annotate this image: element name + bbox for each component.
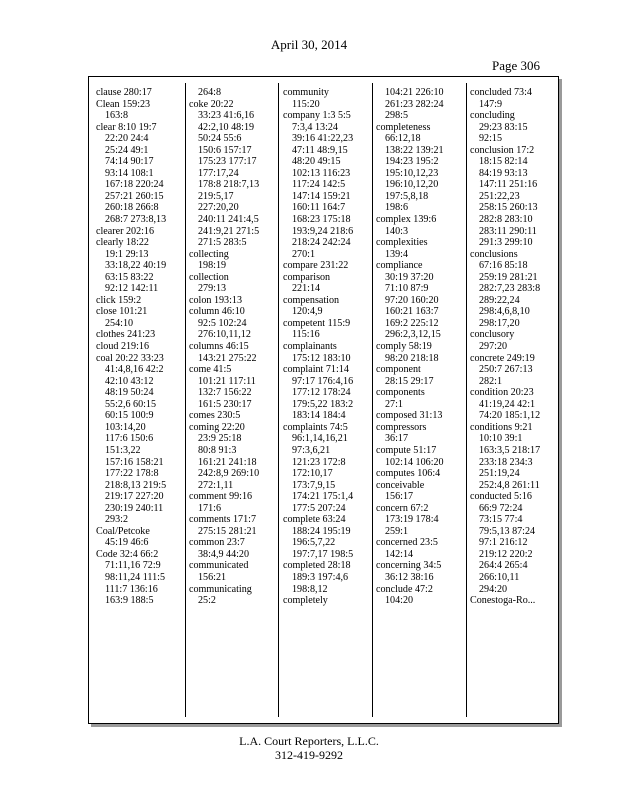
index-entry: clearly 18:22 bbox=[96, 237, 149, 249]
index-entry: communicating bbox=[189, 583, 252, 595]
index-page-refs: 147:14 159:21 bbox=[292, 190, 351, 202]
index-page-refs: 97:3,6,21 bbox=[292, 444, 331, 456]
index-page-refs: 227:20,20 bbox=[198, 202, 239, 214]
index-entry: clothes 241:23 bbox=[96, 329, 156, 341]
index-page-refs: 219:5,17 bbox=[198, 190, 234, 202]
index-page-refs: 233:18 234:3 bbox=[479, 456, 533, 468]
index-entry: concrete 249:19 bbox=[470, 352, 535, 364]
index-page-refs: 276:10,11,12 bbox=[198, 329, 251, 341]
index-entry: component bbox=[376, 364, 421, 376]
index-page-refs: 55:2,6 60:15 bbox=[105, 398, 157, 410]
index-page-refs: 254:10 bbox=[105, 317, 134, 329]
index-page-refs: 179:5,22 183:2 bbox=[292, 398, 354, 410]
index-entry: comply 58:19 bbox=[376, 341, 432, 353]
column-divider bbox=[466, 83, 467, 717]
index-entry: Coal/Petcoke bbox=[96, 525, 150, 537]
index-page-refs: 188:24 195:19 bbox=[292, 525, 351, 537]
index-entry: comparison bbox=[283, 271, 331, 283]
index-entry: column 46:10 bbox=[189, 306, 245, 318]
index-page-refs: 275:15 281:21 bbox=[198, 525, 257, 537]
index-entry: conclude 47:2 bbox=[376, 583, 433, 595]
index-column-5 bbox=[470, 87, 560, 607]
index-entry: coming 22:20 bbox=[189, 421, 245, 433]
index-entry: collection bbox=[189, 271, 229, 283]
index-page-refs: 230:19 240:11 bbox=[105, 502, 164, 514]
index-entry: company 1:3 5:5 bbox=[283, 110, 351, 122]
index-page-refs: 147:11 251:16 bbox=[479, 179, 538, 191]
index-page-refs: 258:15 260:13 bbox=[479, 202, 538, 214]
index-page-refs: 193:9,24 218:6 bbox=[292, 225, 354, 237]
index-page-refs: 264:8 bbox=[198, 87, 221, 98]
index-page-refs: 259:19 281:21 bbox=[479, 271, 538, 283]
index-entry: complainants bbox=[283, 341, 337, 353]
index-page-refs: 298:17,20 bbox=[479, 317, 520, 329]
index-page-refs: 219:12 220:2 bbox=[479, 548, 533, 560]
index-page-refs: 291:3 299:10 bbox=[479, 237, 533, 249]
index-entry: Conestoga-Ro... bbox=[470, 595, 536, 607]
index-entry: clear 8:10 19:7 bbox=[96, 121, 157, 133]
index-page-refs: 29:23 83:15 bbox=[479, 121, 528, 133]
index-entry: concerning 34:5 bbox=[376, 560, 442, 572]
index-page-refs: 175:23 177:17 bbox=[198, 156, 257, 168]
index-page-refs: 79:5,13 87:24 bbox=[479, 525, 536, 537]
index-page-refs: 177:12 178:24 bbox=[292, 387, 351, 399]
index-page-refs: 18:15 82:14 bbox=[479, 156, 528, 168]
index-entry: conclusion 17:2 bbox=[470, 144, 535, 156]
index-page-refs: 272:1,11 bbox=[198, 479, 234, 491]
index-page-refs: 251:19,24 bbox=[479, 468, 520, 480]
index-entry: conducted 5:16 bbox=[470, 491, 532, 503]
column-divider bbox=[185, 83, 186, 717]
index-page-refs: 10:10 39:1 bbox=[479, 433, 523, 445]
reporter-phone: 312-419-9292 bbox=[275, 748, 343, 762]
index-column-1 bbox=[96, 87, 186, 607]
index-page-refs: 221:14 bbox=[292, 283, 321, 295]
index-entry: compensation bbox=[283, 294, 340, 306]
index-entry: community bbox=[283, 87, 329, 98]
index-page-refs: 177:17,24 bbox=[198, 167, 239, 179]
index-entry: compliance bbox=[376, 260, 423, 272]
index-page-refs: 132:7 156:22 bbox=[198, 387, 252, 399]
index-page-refs: 138:22 139:21 bbox=[385, 144, 444, 156]
index-page-refs: 27:1 bbox=[385, 398, 403, 410]
index-entry: complete 63:24 bbox=[283, 514, 346, 526]
index-page-refs: 183:14 184:4 bbox=[292, 410, 346, 422]
index-entry: cloud 219:16 bbox=[96, 341, 149, 353]
index-page-refs: 42:2,10 48:19 bbox=[198, 121, 255, 133]
index-page-refs: 115:20 bbox=[292, 98, 320, 110]
index-page-refs: 60:15 100:9 bbox=[105, 410, 154, 422]
index-page-refs: 42:10 43:12 bbox=[105, 375, 154, 387]
index-page-refs: 252:4,8 261:11 bbox=[479, 479, 540, 491]
index-page-refs: 139:4 bbox=[385, 248, 408, 260]
index-page-refs: 98:20 218:18 bbox=[385, 352, 439, 364]
index-page-refs: 30:19 37:20 bbox=[385, 271, 434, 283]
index-page-refs: 28:15 29:17 bbox=[385, 375, 434, 387]
transcript-date: April 30, 2014 bbox=[270, 37, 348, 52]
index-page-refs: 271:5 283:5 bbox=[198, 237, 247, 249]
index-entry: conceivable bbox=[376, 479, 425, 491]
index-page-refs: 66:9 72:24 bbox=[479, 502, 523, 514]
column-divider bbox=[278, 83, 279, 717]
index-page-refs: 92:5 102:24 bbox=[198, 317, 247, 329]
index-page-refs: 242:8,9 269:10 bbox=[198, 468, 260, 480]
index-page-refs: 260:18 266:8 bbox=[105, 202, 159, 214]
index-entry: Code 32:4 66:2 bbox=[96, 548, 159, 560]
index-entry: comments 171:7 bbox=[189, 514, 257, 526]
index-page-refs: 111:7 136:16 bbox=[105, 583, 158, 595]
index-page-refs: 41:19,24 42:1 bbox=[479, 398, 536, 410]
index-entry: colon 193:13 bbox=[189, 294, 242, 306]
index-entry: Clean 159:23 bbox=[96, 98, 151, 110]
index-page-refs: 23:9 25:18 bbox=[198, 433, 242, 445]
index-page-refs: 96:1,14,16,21 bbox=[292, 433, 348, 445]
index-page-refs: 25:24 49:1 bbox=[105, 144, 149, 156]
index-page-refs: 197:7,17 198:5 bbox=[292, 548, 354, 560]
index-page-refs: 241:9,21 271:5 bbox=[198, 225, 260, 237]
index-page-refs: 156:21 bbox=[198, 571, 227, 583]
index-page-refs: 48:20 49:15 bbox=[292, 156, 341, 168]
index-page-refs: 218:24 242:24 bbox=[292, 237, 351, 249]
index-page-refs: 97:20 160:20 bbox=[385, 294, 439, 306]
word-index-page bbox=[88, 76, 559, 724]
index-entry: conclusions bbox=[470, 248, 518, 260]
index-entry: concerned 23:5 bbox=[376, 537, 438, 549]
index-page-refs: 7:3,4 13:24 bbox=[292, 121, 338, 133]
index-entry: columns 46:15 bbox=[189, 341, 249, 353]
index-page-refs: 283:11 290:11 bbox=[479, 225, 537, 237]
index-entry: come 41:5 bbox=[189, 364, 232, 376]
index-page-refs: 143:21 275:22 bbox=[198, 352, 257, 364]
index-page-refs: 298:5 bbox=[385, 110, 408, 122]
index-page-refs: 297:20 bbox=[479, 341, 508, 353]
index-page-refs: 175:12 183:10 bbox=[292, 352, 351, 364]
index-entry: conditions 9:21 bbox=[470, 421, 533, 433]
index-page-refs: 67:16 85:18 bbox=[479, 260, 528, 272]
index-page-refs: 168:23 175:18 bbox=[292, 214, 351, 226]
index-page-refs: 198:19 bbox=[198, 260, 227, 272]
index-page-refs: 121:23 172:8 bbox=[292, 456, 346, 468]
index-page-refs: 33:18,22 40:19 bbox=[105, 260, 167, 272]
index-page-refs: 296:2,3,12,15 bbox=[385, 329, 441, 341]
index-entry: collecting bbox=[189, 248, 229, 260]
index-page-refs: 47:11 48:9,15 bbox=[292, 144, 348, 156]
index-entry: clause 280:17 bbox=[96, 87, 152, 98]
index-page-refs: 189:3 197:4,6 bbox=[292, 571, 349, 583]
index-page-refs: 74:20 185:1,12 bbox=[479, 410, 541, 422]
index-page-refs: 142:14 bbox=[385, 548, 414, 560]
index-page-refs: 195:10,12,23 bbox=[385, 167, 439, 179]
index-entry: components bbox=[376, 387, 425, 399]
index-page-refs: 45:19 46:6 bbox=[105, 537, 149, 549]
index-page-refs: 22:20 24:4 bbox=[105, 133, 149, 145]
index-entry: coal 20:22 33:23 bbox=[96, 352, 164, 364]
index-page-refs: 171:6 bbox=[198, 502, 221, 514]
index-page-refs: 259:1 bbox=[385, 525, 408, 537]
index-page-refs: 48:19 50:24 bbox=[105, 387, 154, 399]
index-page-refs: 115:16 bbox=[292, 329, 320, 341]
index-page-refs: 19:1 29:13 bbox=[105, 248, 149, 260]
index-page-refs: 160:11 164:7 bbox=[292, 202, 346, 214]
index-entry: compute 51:17 bbox=[376, 444, 437, 456]
index-page-refs: 140:3 bbox=[385, 225, 408, 237]
index-page-refs: 117:24 142:5 bbox=[292, 179, 346, 191]
index-entry: complaints 74:5 bbox=[283, 421, 348, 433]
index-page-refs: 178:8 218:7,13 bbox=[198, 179, 260, 191]
index-page-refs: 240:11 241:4,5 bbox=[198, 214, 259, 226]
column-divider bbox=[372, 83, 373, 717]
index-entry: communicated bbox=[189, 560, 249, 572]
page-number: Page 306 bbox=[492, 58, 541, 73]
index-entry: complex 139:6 bbox=[376, 214, 437, 226]
index-page-refs: 197:5,8,18 bbox=[385, 190, 429, 202]
index-page-refs: 84:19 93:13 bbox=[479, 167, 528, 179]
index-page-refs: 33:23 41:6,16 bbox=[198, 110, 255, 122]
index-page-refs: 147:9 bbox=[479, 98, 502, 110]
index-page-refs: 218:8,13 219:5 bbox=[105, 479, 167, 491]
index-page-refs: 102:14 106:20 bbox=[385, 456, 444, 468]
index-entry: comment 99:16 bbox=[189, 491, 253, 503]
index-page-refs: 157:16 158:21 bbox=[105, 456, 164, 468]
index-page-refs: 97:1 216:12 bbox=[479, 537, 528, 549]
index-page-refs: 151:3,22 bbox=[105, 444, 141, 456]
index-page-refs: 97:17 176:4,16 bbox=[292, 375, 354, 387]
index-page-refs: 120:4,9 bbox=[292, 306, 323, 318]
index-page-refs: 102:13 116:23 bbox=[292, 167, 351, 179]
index-page-refs: 80:8 91:3 bbox=[198, 444, 237, 456]
index-page-refs: 282:8 283:10 bbox=[479, 214, 533, 226]
index-page-refs: 163:9 188:5 bbox=[105, 595, 154, 607]
index-column-2 bbox=[189, 87, 279, 607]
index-page-refs: 172:10,17 bbox=[292, 468, 333, 480]
index-page-refs: 169:2 225:12 bbox=[385, 317, 439, 329]
index-entry: coke 20:22 bbox=[189, 98, 234, 110]
index-page-refs: 251:22,23 bbox=[479, 190, 520, 202]
index-page-refs: 71:11,16 72:9 bbox=[105, 560, 161, 572]
index-page-refs: 163:8 bbox=[105, 110, 128, 122]
index-page-refs: 219:17 227:20 bbox=[105, 491, 164, 503]
index-page-refs: 196:5,7,22 bbox=[292, 537, 336, 549]
index-entry: composed 31:13 bbox=[376, 410, 443, 422]
index-page-refs: 282:7,23 283:8 bbox=[479, 283, 541, 295]
index-page-refs: 289:22,24 bbox=[479, 294, 520, 306]
index-entry: completely bbox=[283, 595, 328, 607]
index-entry: complexities bbox=[376, 237, 428, 249]
index-page-refs: 266:10,11 bbox=[479, 571, 520, 583]
index-page-refs: 103:14,20 bbox=[105, 421, 146, 433]
index-page-refs: 150:6 157:17 bbox=[198, 144, 252, 156]
index-page-refs: 63:15 83:22 bbox=[105, 271, 154, 283]
index-page-refs: 36:17 bbox=[385, 433, 408, 445]
index-page-refs: 268:7 273:8,13 bbox=[105, 214, 167, 226]
index-page-refs: 104:20 bbox=[385, 595, 414, 607]
index-page-refs: 161:21 241:18 bbox=[198, 456, 257, 468]
index-page-refs: 279:13 bbox=[198, 283, 227, 295]
index-page-refs: 104:21 226:10 bbox=[385, 87, 444, 98]
index-page-refs: 196:10,12,20 bbox=[385, 179, 439, 191]
index-page-refs: 39:16 41:22,23 bbox=[292, 133, 354, 145]
index-page-refs: 38:4,9 44:20 bbox=[198, 548, 250, 560]
index-page-refs: 294:20 bbox=[479, 583, 508, 595]
index-page-refs: 92:15 bbox=[479, 133, 502, 145]
index-page-refs: 264:4 265:4 bbox=[479, 560, 528, 572]
index-entry: complaint 71:14 bbox=[283, 364, 349, 376]
index-entry: clearer 202:16 bbox=[96, 225, 155, 237]
index-entry: completed 28:18 bbox=[283, 560, 351, 572]
index-entry: completeness bbox=[376, 121, 431, 133]
index-page-refs: 163:3,5 218:17 bbox=[479, 444, 541, 456]
index-page-refs: 177:5 207:24 bbox=[292, 502, 346, 514]
index-entry: concluding bbox=[470, 110, 515, 122]
index-page-refs: 173:19 178:4 bbox=[385, 514, 439, 526]
index-entry: click 159:2 bbox=[96, 294, 142, 306]
index-page-refs: 92:12 142:11 bbox=[105, 283, 159, 295]
index-page-refs: 198:8,12 bbox=[292, 583, 328, 595]
index-page-refs: 250:7 267:13 bbox=[479, 364, 533, 376]
index-entry: conclusory bbox=[470, 329, 515, 341]
index-page-refs: 261:23 282:24 bbox=[385, 98, 444, 110]
index-page-refs: 101:21 117:11 bbox=[198, 375, 256, 387]
index-column-3 bbox=[283, 87, 373, 607]
index-entry: concern 67:2 bbox=[376, 502, 429, 514]
index-page-refs: 174:21 175:1,4 bbox=[292, 491, 354, 503]
index-page-refs: 50:24 55:6 bbox=[198, 133, 242, 145]
index-page-refs: 257:21 260:15 bbox=[105, 190, 164, 202]
index-page-refs: 270:1 bbox=[292, 248, 315, 260]
index-page-refs: 66:12,18 bbox=[385, 133, 421, 145]
index-page-refs: 194:23 195:2 bbox=[385, 156, 439, 168]
index-page-refs: 74:14 90:17 bbox=[105, 156, 154, 168]
index-page-refs: 293:2 bbox=[105, 514, 128, 526]
index-page-refs: 167:18 220:24 bbox=[105, 179, 164, 191]
index-page-refs: 25:2 bbox=[198, 595, 216, 607]
index-entry: close 101:21 bbox=[96, 306, 148, 318]
reporter-company: L.A. Court Reporters, L.L.C. bbox=[239, 734, 379, 748]
index-page-refs: 98:11,24 111:5 bbox=[105, 571, 165, 583]
index-page-refs: 36:12 38:16 bbox=[385, 571, 434, 583]
index-entry: common 23:7 bbox=[189, 537, 245, 549]
index-page-refs: 173:7,9,15 bbox=[292, 479, 336, 491]
index-page-refs: 282:1 bbox=[479, 375, 502, 387]
index-page-refs: 93:14 108:1 bbox=[105, 167, 154, 179]
index-page-refs: 117:6 150:6 bbox=[105, 433, 154, 445]
index-page-refs: 160:21 163:7 bbox=[385, 306, 439, 318]
index-page-refs: 73:15 77:4 bbox=[479, 514, 523, 526]
index-column-4 bbox=[376, 87, 466, 607]
index-entry: comes 230:5 bbox=[189, 410, 241, 422]
index-page-refs: 156:17 bbox=[385, 491, 414, 503]
index-entry: compressors bbox=[376, 421, 427, 433]
index-entry: condition 20:23 bbox=[470, 387, 534, 399]
index-page-refs: 298:4,6,8,10 bbox=[479, 306, 530, 318]
index-page-refs: 41:4,8,16 42:2 bbox=[105, 364, 164, 376]
index-page-refs: 161:5 230:17 bbox=[198, 398, 252, 410]
index-entry: compare 231:22 bbox=[283, 260, 349, 272]
index-page-refs: 177:22 178:8 bbox=[105, 468, 159, 480]
index-page-refs: 198:6 bbox=[385, 202, 408, 214]
index-entry: concluded 73:4 bbox=[470, 87, 532, 98]
index-page-refs: 71:10 87:9 bbox=[385, 283, 429, 295]
index-entry: competent 115:9 bbox=[283, 317, 351, 329]
index-entry: computes 106:4 bbox=[376, 468, 441, 480]
